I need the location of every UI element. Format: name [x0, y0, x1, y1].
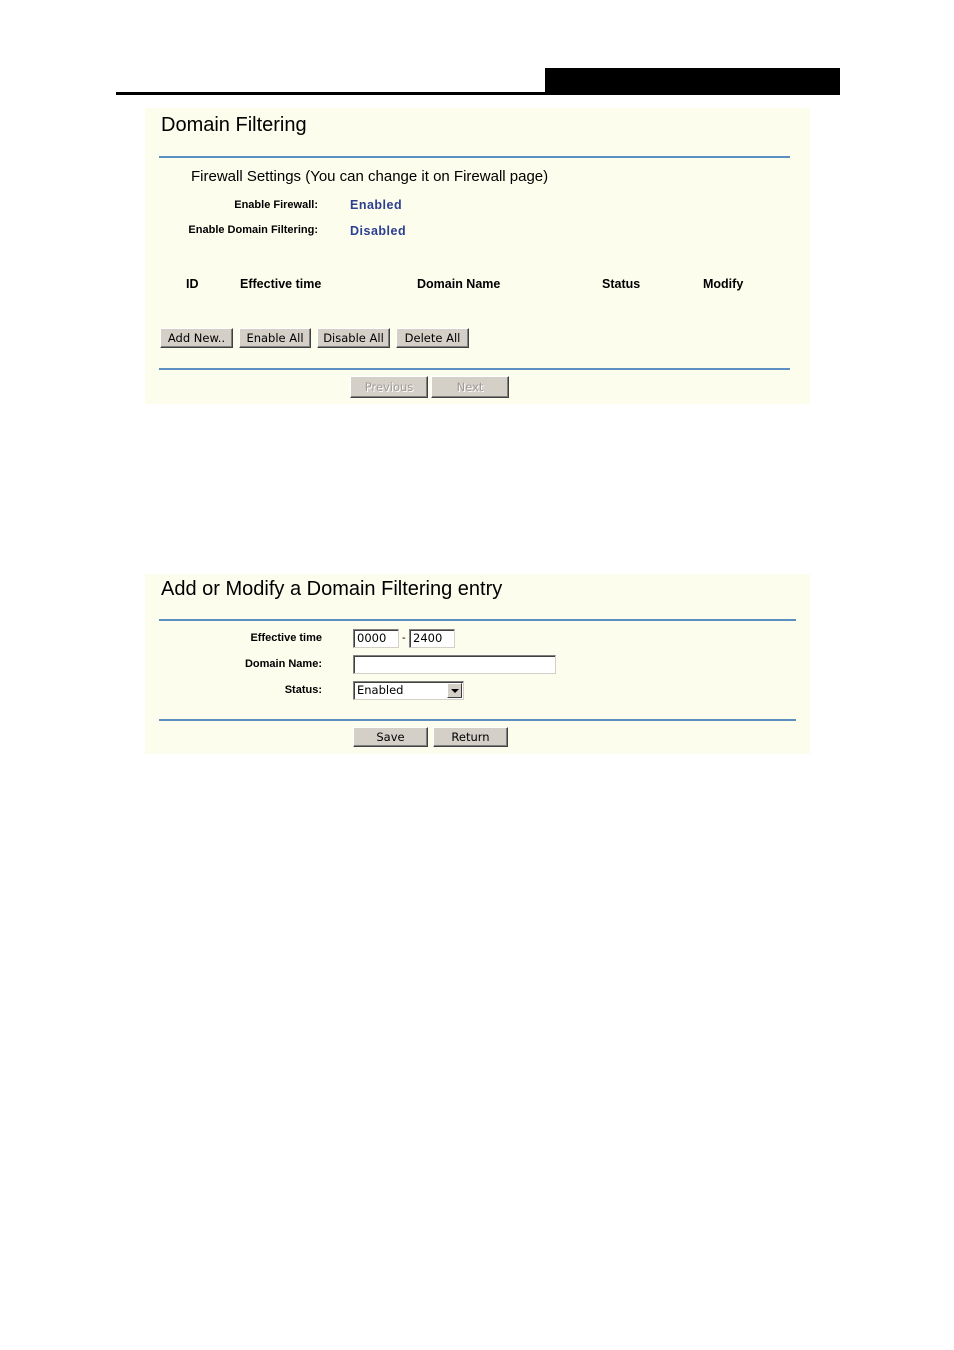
- column-header-status: Status: [602, 277, 641, 291]
- next-button[interactable]: Next: [431, 376, 509, 398]
- enable-all-button[interactable]: Enable All: [239, 328, 311, 348]
- domain-name-label: Domain Name:: [244, 658, 322, 670]
- domain-filtering-panel: [145, 108, 810, 404]
- column-header-effective-time: Effective time: [240, 277, 322, 291]
- enable-firewall-value: Enabled: [350, 198, 403, 212]
- add-modify-entry-panel: [145, 574, 810, 754]
- title-divider: [159, 156, 790, 158]
- column-header-id: ID: [186, 277, 199, 291]
- effective-time-label: Effective time: [250, 632, 322, 644]
- enable-firewall-label: Enable Firewall:: [234, 199, 318, 211]
- effective-time-start-input[interactable]: 0000: [353, 629, 399, 648]
- status-label: Status:: [284, 684, 322, 696]
- enable-domain-filtering-label: Enable Domain Filtering:: [188, 224, 318, 236]
- effective-time-end-input[interactable]: 2400: [409, 629, 455, 648]
- entry-title: Add or Modify a Domain Filtering entry: [161, 578, 503, 600]
- status-select[interactable]: [353, 681, 464, 700]
- enable-domain-filtering-value: Disabled: [350, 224, 407, 238]
- column-header-modify: Modify: [703, 277, 744, 291]
- time-separator: -: [402, 632, 406, 644]
- page-title: Domain Filtering: [161, 114, 307, 136]
- entry-title-divider: [159, 619, 796, 621]
- disable-all-button[interactable]: Disable All: [317, 328, 390, 348]
- domain-name-input[interactable]: [353, 655, 556, 674]
- delete-all-button[interactable]: Delete All: [396, 328, 469, 348]
- document-header-block: [545, 68, 840, 95]
- save-button[interactable]: Save: [353, 727, 428, 747]
- return-button[interactable]: Return: [433, 727, 508, 747]
- previous-button[interactable]: Previous: [350, 376, 428, 398]
- entry-footer-divider: [159, 719, 796, 721]
- add-new-button[interactable]: Add New..: [160, 328, 233, 348]
- chevron-down-icon[interactable]: [447, 683, 462, 698]
- firewall-settings-title: Firewall Settings (You can change it on Firewall page): [191, 168, 549, 185]
- column-header-domain-name: Domain Name: [417, 277, 501, 291]
- footer-divider: [159, 368, 790, 370]
- status-select-value: Enabled: [357, 683, 404, 697]
